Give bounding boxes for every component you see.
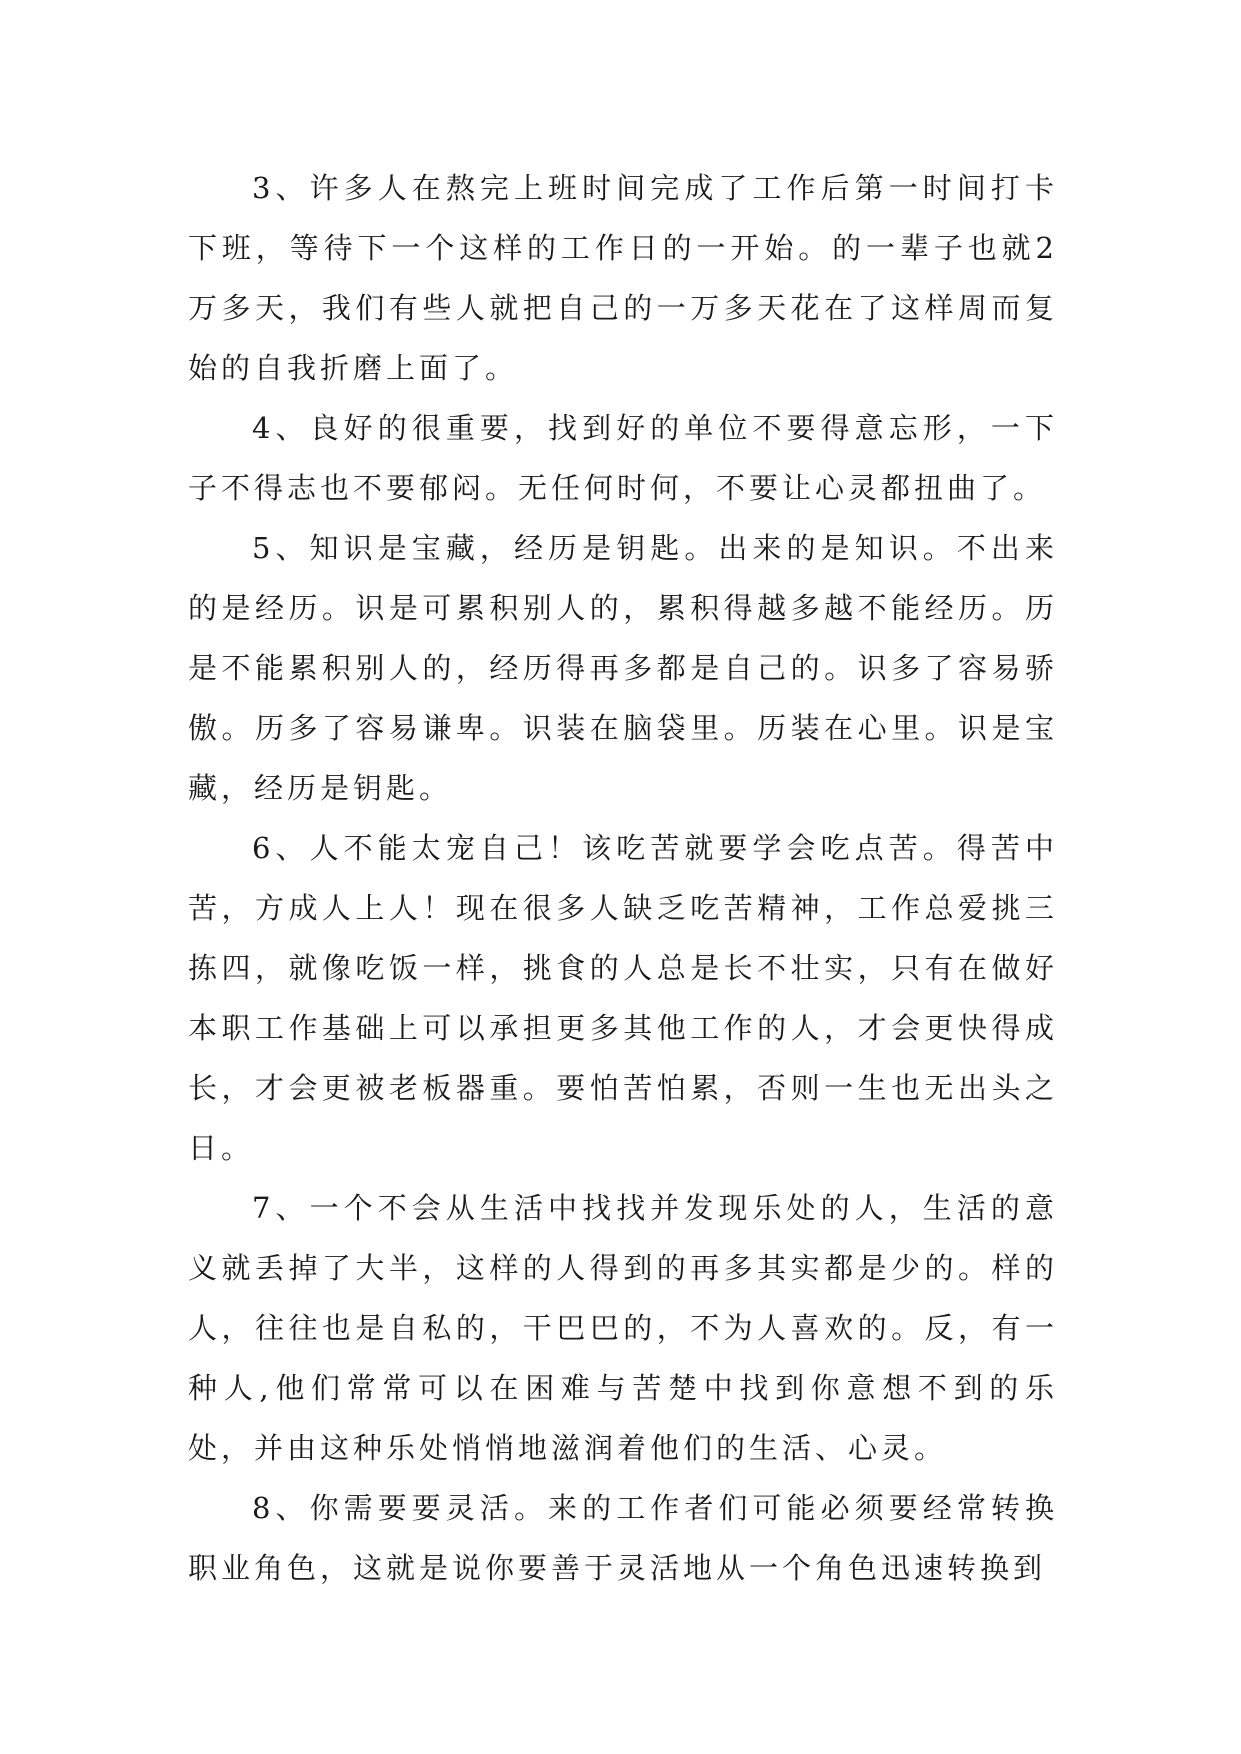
paragraph-3: 3、许多人在熬完上班时间完成了工作后第一时间打卡下班，等待下一个这样的工作日的一开始。的一辈子也就2万多天，我们有些人就把自己的一万多天花在了这样周而复始的自我折磨上面了。 xyxy=(188,171,1058,385)
paragraph-4: 4、良好的很重要，找到好的单位不要得意忘形，一下子不得志也不要郁闷。无任何时何，不要让心灵都扭曲了。 xyxy=(188,411,1058,505)
paragraph-6: 6、人不能太宠自己！该吃苦就要学会吃点苦。得苦中苦，方成人上人！现在很多人缺乏吃苦精神，工作总爱挑三拣四，就像吃饭一样，挑食的人总是长不壮实，只有在做好本职工作基础上可以承担更多其他工作的人，才会更快得成长，才会更被老板器重。要怕苦怕累，否则一生也无出头之日。 xyxy=(188,831,1058,1165)
paragraph-5: 5、知识是宝藏，经历是钥匙。出来的是知识。不出来的是经历。识是可累积别人的，累积得越多越不能经历。历是不能累积别人的，经历得再多都是自己的。识多了容易骄傲。历多了容易谦卑。识装在脑袋里。历装在心里。识是宝藏，经历是钥匙。 xyxy=(188,531,1058,805)
document-body xyxy=(188,158,1058,1598)
paragraph-8: 8、你需要要灵活。来的工作者们可能必须要经常转换职业角色，这就是说你要善于灵活地从一个角色迅速转换到 xyxy=(188,1491,1058,1585)
paragraph-7: 7、一个不会从生活中找找并发现乐处的人，生活的意义就丢掉了大半，这样的人得到的再多其实都是少的。样的人，往往也是自私的，干巴巴的，不为人喜欢的。反，有一种人,他们常常可以在困难与苦楚中找到你意想不到的乐处，并由这种乐处悄悄地滋润着他们的生活、心灵。 xyxy=(188,1191,1058,1465)
